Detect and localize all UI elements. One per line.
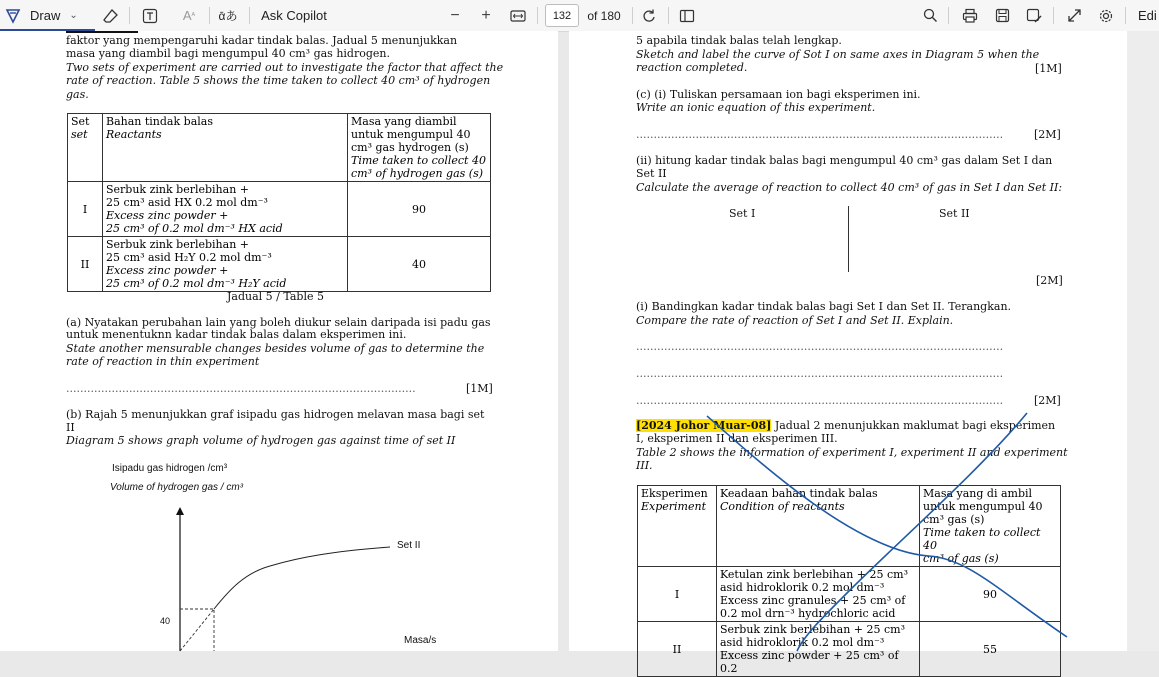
table-cell: Serbuk zink berlebihan + 25 cm³ asid HX 0.2 mol dm⁻³ Excess zinc powder + 25 cm³ of 0.2 mol dm⁻³ HX acid	[103, 182, 348, 237]
page-total: of 180	[587, 8, 621, 23]
print-icon	[962, 8, 978, 24]
ask-copilot-button[interactable]	[258, 0, 330, 31]
question-text-en: reaction completed.	[636, 61, 748, 74]
expand-icon	[1067, 8, 1082, 23]
mark-label: [1M]	[466, 382, 493, 395]
intro-en-line: Two sets of experiment are carried out to investigate the factor that affect the	[66, 61, 504, 74]
fullscreen-button[interactable]	[1064, 0, 1084, 31]
toolbar-separator	[129, 7, 130, 24]
toolbar-separator	[209, 7, 210, 24]
save-button[interactable]	[992, 0, 1012, 31]
table-header-cell: Keadaan bahan tindak balas Condition of reactants	[717, 486, 920, 567]
edit-button[interactable]	[1138, 0, 1159, 31]
edit-label: Edi	[1138, 8, 1157, 23]
question-intro-text: Jadual 2 menunjukkan maklumat bagi eksperimen	[771, 419, 1056, 432]
save-icon	[995, 8, 1010, 23]
rotate-button[interactable]	[639, 0, 659, 31]
draw-label: Draw	[30, 8, 61, 23]
eraser-icon	[103, 8, 119, 24]
question-a-en: State another mensurable changes besides volume of gas to determine the	[66, 342, 485, 355]
question-text: 5 apabila tindak balas telah lengkap.	[636, 34, 842, 47]
toolbar-separator	[668, 7, 669, 24]
answer-line: ....................................................................................................	[66, 382, 416, 395]
question-c-iii: (i) Bandingkan kadar tindak balas bagi Set I dan Set II. Terangkan.	[636, 300, 1012, 313]
page-number-input[interactable]: 132	[545, 4, 579, 27]
table-cell: I	[68, 182, 103, 237]
question-c-ii: Set II	[636, 167, 667, 180]
settings-button[interactable]	[1096, 0, 1116, 31]
table-row	[68, 182, 491, 237]
intro-line: faktor yang mempengaruhi kadar tindak balas. Jadual 5 menunjukkan	[66, 34, 458, 47]
mark-label: [2M]	[1034, 394, 1061, 407]
answer-line: .........................................................................................................	[636, 128, 1004, 141]
answer-line: .........................................................................................................	[636, 394, 1004, 407]
graph-curve-label: Set II	[397, 540, 421, 551]
pen-icon	[4, 7, 22, 25]
intro-en-line: rate of reaction. Table 5 shows the time taken to collect 40 cm³ of hydrogen	[66, 74, 491, 87]
table-header-cell: Bahan tindak balas Reactants	[103, 114, 348, 182]
table-cell: 40	[348, 237, 491, 292]
graph-y-label-en: Volume of hydrogen gas / cm³	[110, 482, 244, 493]
table-cell: 90	[920, 567, 1061, 622]
toolbar-separator	[249, 7, 250, 24]
print-button[interactable]	[960, 0, 980, 31]
fit-width-icon	[510, 9, 526, 23]
question-intro: I, eksperimen II dan eksperimen III.	[636, 432, 838, 445]
text-box-icon	[142, 8, 158, 24]
question-a-en: rate of reaction in thin experiment	[66, 355, 260, 368]
draw-button[interactable]	[4, 0, 90, 31]
pdf-page-right	[569, 31, 1127, 675]
graph-x-label: Masa/s	[404, 635, 437, 646]
intro-line: masa yang diambil bagi mengumpul 40 cm³ gas hidrogen.	[66, 47, 390, 60]
answer-line: .........................................................................................................	[636, 367, 1004, 380]
question-c-i: (c) (i) Tuliskan persamaan ion bagi eksperimen ini.	[636, 88, 921, 101]
ask-copilot-label: Ask Copilot	[261, 8, 327, 23]
question-b-en: Diagram 5 shows graph volume of hydrogen gas against time of set II	[66, 434, 456, 447]
pdf-page-left	[0, 31, 558, 651]
source-tag: [2024 Johor Muar-08]	[636, 419, 772, 432]
graph-y-label: Isipadu gas hidrogen /cm³	[112, 463, 228, 474]
table-cell: Serbuk zink berlebihan + 25 cm³ asid hidroklorik 0.2 mol dm⁻³ Excess zinc powder + 25 cm³ of 0.2	[717, 622, 920, 677]
table-header-cell: Masa yang di ambil untuk mengumpul 40 cm³ gas (s) Time taken to collect 40 cm³ of gas (s)	[920, 486, 1061, 567]
table-cell: II	[638, 622, 717, 677]
text-size-button[interactable]	[178, 0, 200, 31]
table-cell: Ketulan zink berlebihan + 25 cm³ asid hidroklorik 0.2 mol dm⁻³ Excess zinc granules + 25 cm³ of 0.2 mol drn⁻³ hydrochloric acid	[717, 567, 920, 622]
save-as-icon	[1026, 8, 1042, 24]
question-a: (a) Nyatakan perubahan lain yang boleh diukur selain daripada isi padu gas	[66, 316, 491, 329]
toolbar-separator	[1053, 7, 1054, 24]
save-as-button[interactable]	[1024, 0, 1044, 31]
chevron-down-icon[interactable]: ⌄	[69, 10, 78, 21]
toolbar-separator	[948, 7, 949, 24]
zoom-in-button[interactable]	[477, 0, 495, 31]
pen-annotation-cross	[569, 31, 1127, 651]
page-view-button[interactable]	[677, 0, 697, 31]
minus-icon: −	[450, 6, 460, 24]
superscript-mark: ᴬ	[191, 11, 196, 20]
pdf-toolbar	[0, 0, 1159, 32]
fit-width-button[interactable]	[508, 0, 528, 31]
read-aloud-icon: ᾱあ	[218, 9, 238, 23]
table-header-cell: Eksperimen Experiment	[638, 486, 717, 567]
toolbar-separator	[537, 7, 538, 24]
table-cell: Serbuk zink berlebihan + 25 cm³ asid H₂Y 0.2 mol dm⁻³ Excess zinc powder + 25 cm³ of 0.2 mol dm⁻³ H₂Y acid	[103, 237, 348, 292]
table-row	[68, 237, 491, 292]
search-icon	[923, 8, 938, 23]
search-button[interactable]	[920, 0, 940, 31]
question-b: II	[66, 421, 75, 434]
graph-y-tick: 40	[160, 616, 171, 626]
toolbar-separator	[1125, 7, 1126, 24]
set-i-label: Set I	[729, 207, 756, 220]
table-row	[68, 114, 491, 182]
table-caption: Jadual 5 / Table 5	[227, 290, 324, 303]
mark-label: [2M]	[1034, 128, 1061, 141]
zoom-out-button[interactable]	[446, 0, 464, 31]
page-view-icon	[679, 9, 695, 23]
read-aloud-button[interactable]	[216, 0, 240, 31]
question-c-ii-en: Calculate the average of reaction to collect 40 cm³ of gas in Set I dan Set II:	[636, 181, 1063, 194]
eraser-button[interactable]	[100, 0, 122, 31]
mark-label: [2M]	[1036, 274, 1063, 287]
set-ii-label: Set II	[939, 207, 970, 220]
vertical-scrollbar[interactable]	[1127, 31, 1159, 651]
table-cell: 55	[920, 622, 1061, 677]
question-c-ii: (ii) hitung kadar tindak balas bagi mengumpul 40 cm³ gas dalam Set I dan	[636, 154, 1053, 167]
rotate-icon	[641, 8, 657, 24]
table-header-cell: Set set	[68, 114, 103, 182]
intro-en-line: gas.	[66, 88, 89, 101]
graph-diagram-5	[150, 501, 450, 651]
text-size-icon: A	[182, 8, 192, 23]
question-a: untuk menentuknn kadar tindak balas dalam eksperimen ini.	[66, 328, 407, 341]
table-5	[67, 113, 491, 292]
cut-off-line	[66, 31, 138, 33]
question-intro-en: Table 2 shows the information of experiment I, experiment II and experiment	[636, 446, 1068, 459]
mark-label: [1M]	[1035, 62, 1062, 75]
answer-line: .........................................................................................................	[636, 340, 1004, 353]
table-cell: 90	[348, 182, 491, 237]
gear-icon	[1098, 8, 1114, 24]
table-cell: II	[68, 237, 103, 292]
text-box-button[interactable]	[139, 0, 161, 31]
question-text-en: Sketch and label the curve of Sot I on same axes in Diagram 5 when the	[636, 48, 1040, 61]
question-c-iii-en: Compare the rate of reaction of Set I and Set II. Explain.	[636, 314, 954, 327]
table-cell: I	[638, 567, 717, 622]
toolbar-separator	[632, 7, 633, 24]
question-b: (b) Rajah 5 menunjukkan graf isipadu gas hidrogen melavan masa bagi set	[66, 408, 485, 421]
question-c-i-en: Write an ionic equation of this experiment.	[636, 101, 876, 114]
question-intro-en: III.	[636, 459, 653, 472]
plus-icon: +	[481, 6, 491, 24]
table-header-cell: Masa yang diambil untuk mengumpul 40 cm³ gas hydrogen (s) Time taken to collect 40 cm³ of hydrogen gas (s)	[348, 114, 491, 182]
